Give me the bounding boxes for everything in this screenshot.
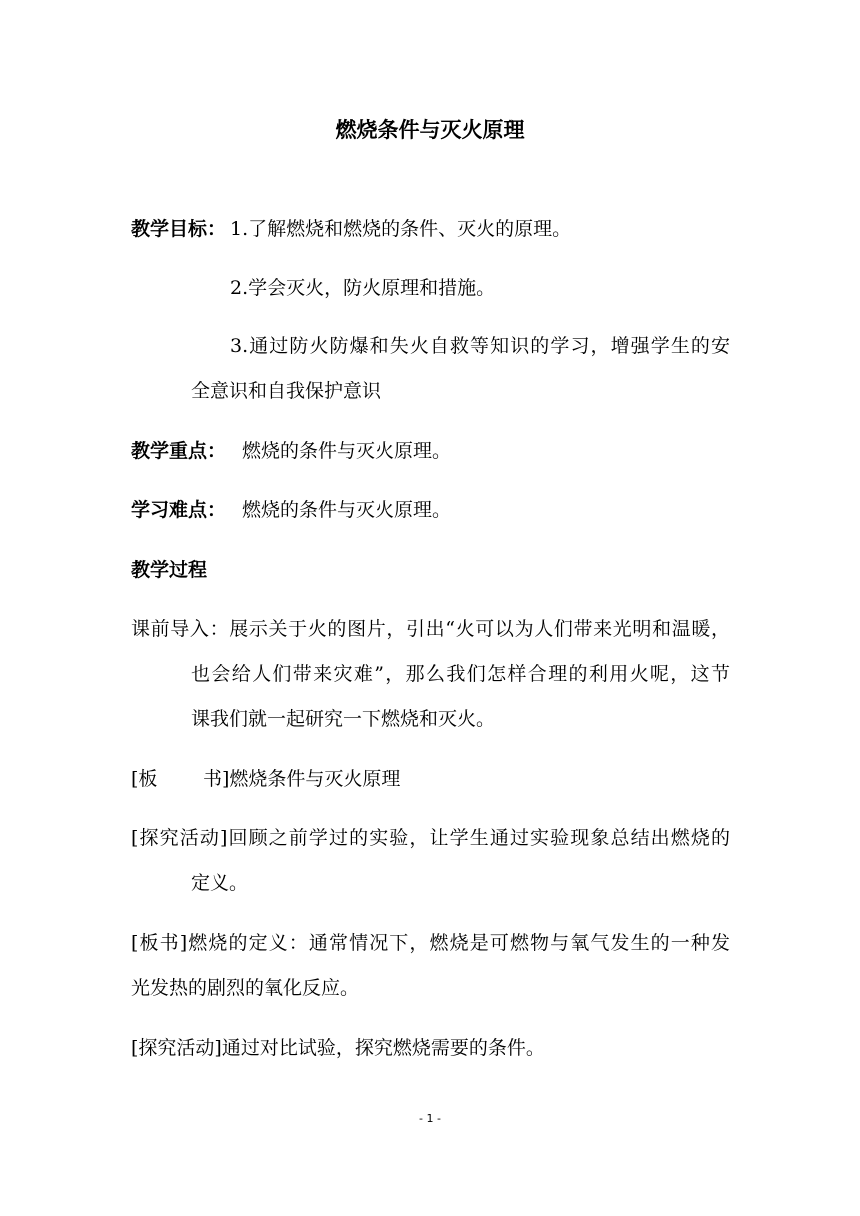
board-definition-line-1: [板书]燃烧的定义：通常情况下，燃烧是可燃物与氧气发生的一种发 bbox=[131, 932, 730, 954]
board-title-line: 书]燃烧条件与灭火原理 bbox=[203, 768, 401, 790]
explore-1-line-1: [探究活动]回顾之前学过的实验，让学生通过实验现象总结出燃烧的 bbox=[131, 827, 730, 849]
key-points-label: 教学重点： bbox=[131, 440, 227, 462]
objective-item-3-line-2: 全意识和自我保护意识 bbox=[191, 380, 382, 402]
key-points-text: 燃烧的条件与灭火原理。 bbox=[242, 440, 452, 462]
board-tag-open: [板 bbox=[131, 768, 158, 790]
process-heading: 教学过程 bbox=[131, 559, 208, 581]
objective-item-2: 2.学会灭火，防火原理和措施。 bbox=[230, 277, 496, 299]
difficulties-label: 学习难点： bbox=[131, 499, 227, 521]
intro-line-2: 也会给人们带来灾难”，那么我们怎样合理的利用火呢，这节 bbox=[191, 663, 730, 685]
document-title: 燃烧条件与灭火原理 bbox=[335, 117, 525, 142]
objectives-label: 教学目标： bbox=[131, 218, 227, 240]
intro-line-3: 课我们就一起研究一下燃烧和灭火。 bbox=[191, 708, 496, 730]
objective-item-3-line-1: 3.通过防火防爆和失火自救等知识的学习，增强学生的安 bbox=[230, 335, 730, 357]
explore-1-line-2: 定义。 bbox=[191, 872, 249, 894]
difficulties-text: 燃烧的条件与灭火原理。 bbox=[242, 499, 452, 521]
objective-item-1: 1.了解燃烧和燃烧的条件、灭火的原理。 bbox=[230, 218, 572, 240]
explore-2-line: [探究活动]通过对比试验，探究燃烧需要的条件。 bbox=[131, 1037, 545, 1059]
page-number: - 1 - bbox=[419, 1112, 441, 1125]
intro-line-1: 课前导入：展示关于火的图片，引出“火可以为人们带来光明和温暖， bbox=[131, 618, 730, 640]
board-definition-line-2: 光发热的剧烈的氧化反应。 bbox=[131, 977, 360, 999]
